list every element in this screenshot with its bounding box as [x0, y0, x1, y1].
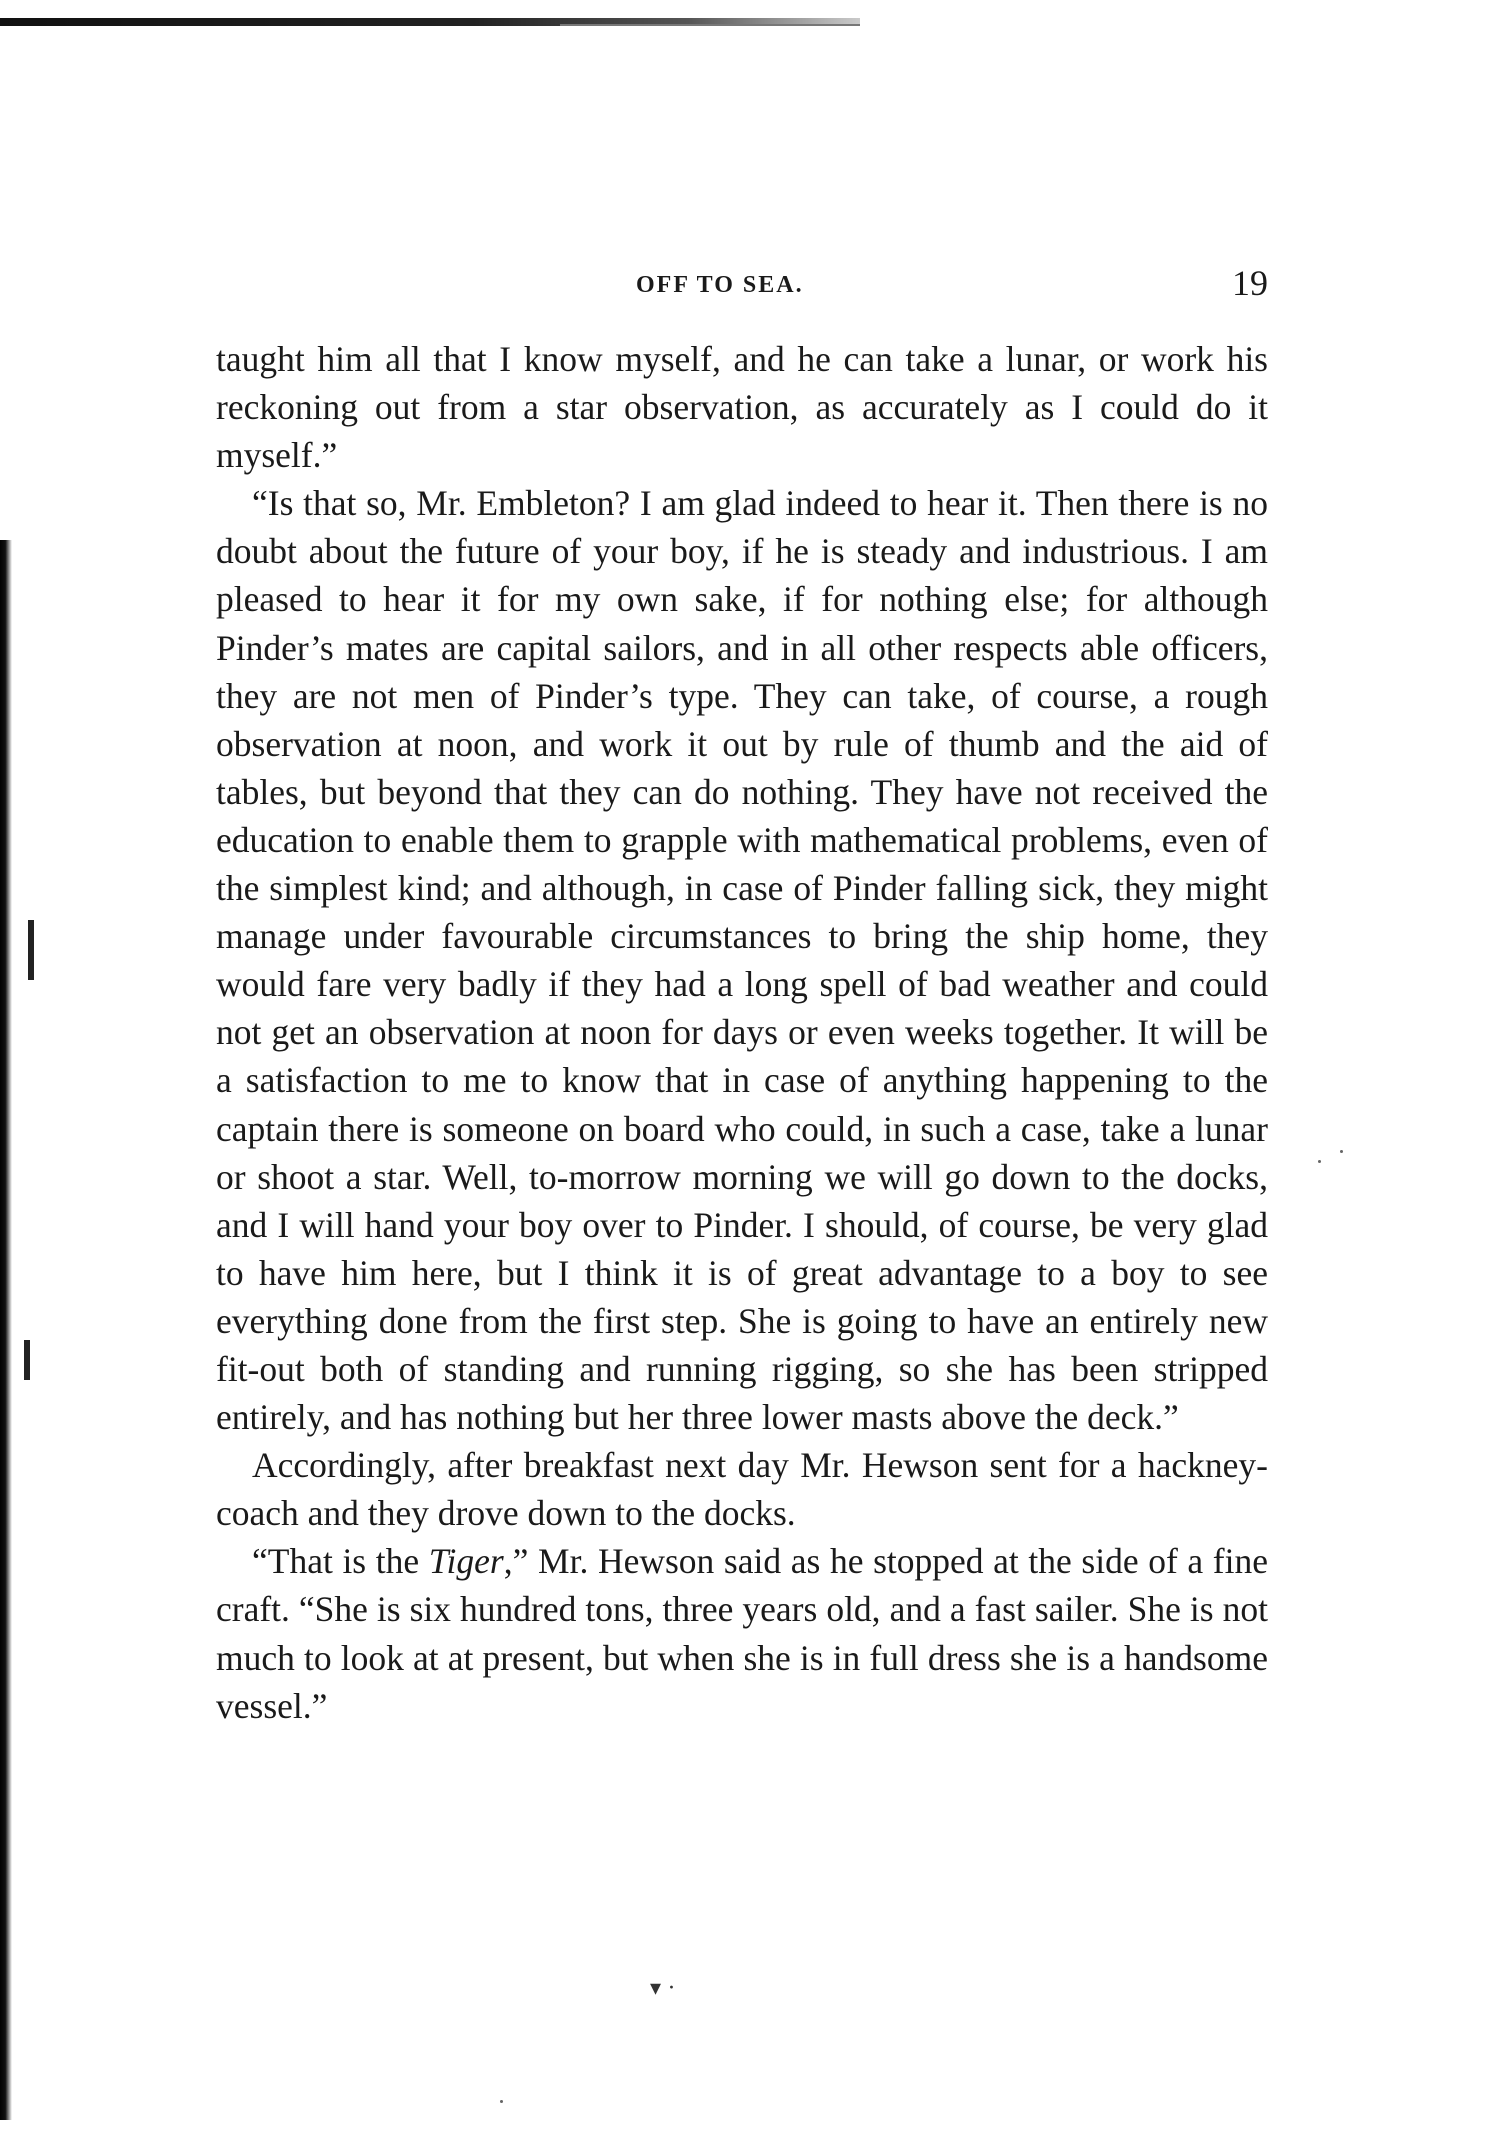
scan-speck [1318, 1160, 1321, 1163]
page-number: 19 [1232, 263, 1268, 303]
page-end-mark: ▾ · [650, 1976, 676, 2001]
paragraph: taught him all that I know myself, and he can take a lunar, or work his reckoning out from a star observation, as accurately as I could do it myself.” [216, 339, 1268, 476]
paragraph-text: “That is the [252, 1541, 429, 1582]
running-head: OFF TO SEA. [636, 272, 804, 298]
left-margin-mark [24, 1340, 30, 1380]
paragraph: “Is that so, Mr. Embleton? I am glad indeed to hear it. Then there is no doubt about the future of your boy, if he is steady and industrious. I am pleased to hear it for my own sake, if for nothing else; for although Pinder’s mates are capital sailors, and in all other respects able officers, they are not men of Pinder’s type. They can take, of course, a rough observation at noon, and work it out by rule of thumb and the aid of tables, but beyond that they can do nothing. They have not received the education to enable them to grapple with mathematical problems, even of the simplest kind; and although, in case of Pinder falling sick, they might manage under favourable circumstances to bring the ship home, they would fare very badly if they had a long spell of bad weather and could not get an observation at noon for days or even weeks together. It will be a satisfaction to me to know that in case of anything happening to the captain there is someone on board who could, in such a case, take a lunar or shoot a star. Well, to-morrow morning we will go down to the docks, and I will hand your boy over to Pinder. I should, of course, be very glad to have him here, but I think it is of great advantage to a boy to see everything done from the first step. She is going to have an entirely new fit-out both of standing and running rigging, so she has been stripped entirely, and has nothing but her three lower masts above the deck.” [216, 483, 1268, 1438]
ship-name: Tiger [428, 1541, 504, 1582]
top-scan-rule-thin [560, 24, 860, 26]
paragraph: Accordingly, after breakfast next day Mr. Hewson sent for a hackney-coach and they drove down to the docks. [216, 1445, 1268, 1534]
page-header [216, 262, 1268, 302]
body-text [216, 335, 1268, 1730]
paragraph [216, 1537, 1268, 1729]
paragraph-text: ,” Mr. Hewson said as he stopped at the side of a fine craft. “She is six hundred tons, three years old, and a fast sailer. She is not much to look at at present, but when she is in full dress she is a handsome vessel.” [216, 1541, 1268, 1726]
scan-speck [500, 2100, 503, 2103]
left-margin-mark [28, 920, 34, 980]
left-page-edge-shadow [0, 540, 12, 2120]
scan-speck [1340, 1150, 1343, 1153]
